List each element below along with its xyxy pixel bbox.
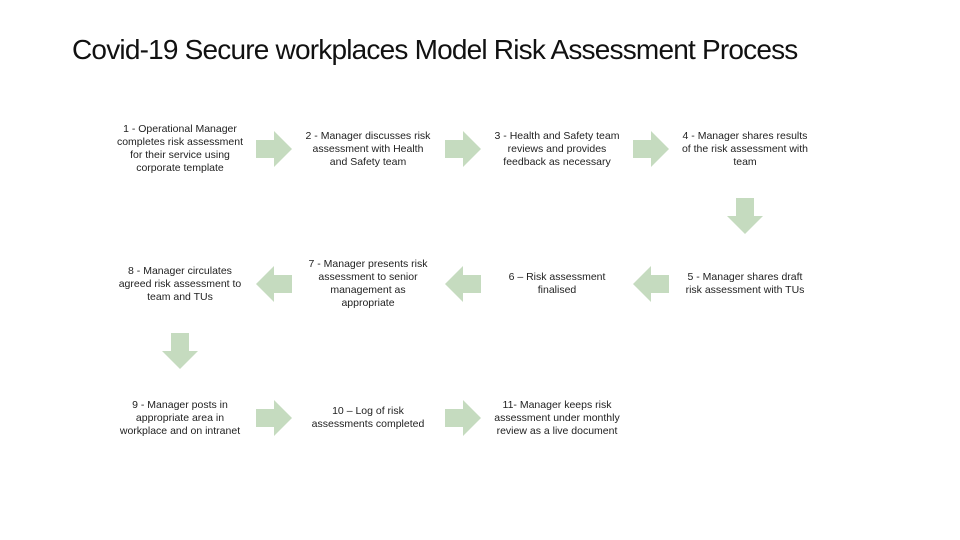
step-6: 6 – Risk assessment finalised: [508, 271, 606, 296]
step-7: 7 - Manager presents risk assessment to senior management as appropriate: [308, 258, 428, 309]
step-8: 8 - Manager circulates agreed risk assessment to team and TUs: [118, 264, 242, 303]
arrow-left-icon: [256, 266, 292, 302]
arrow-right-icon: [256, 131, 292, 167]
arrow-down-icon: [162, 333, 198, 369]
arrow-left-icon: [633, 266, 669, 302]
step-1: 1 - Operational Manager completes risk assessment for their service using corporate template: [116, 123, 244, 174]
step-3: 3 - Health and Safety team reviews and provides feedback as necessary: [494, 129, 620, 168]
step-5: 5 - Manager shares draft risk assessment with TUs: [685, 271, 805, 296]
arrow-right-icon: [633, 131, 669, 167]
arrow-right-icon: [256, 400, 292, 436]
step-9: 9 - Manager posts in appropriate area in workplace and on intranet: [119, 398, 241, 437]
step-4: 4 - Manager shares results of the risk assessment with team: [681, 129, 809, 168]
arrow-down-icon: [727, 198, 763, 234]
arrow-right-icon: [445, 400, 481, 436]
arrow-right-icon: [445, 131, 481, 167]
step-2: 2 - Manager discusses risk assessment with Health and Safety team: [305, 129, 431, 168]
arrow-left-icon: [445, 266, 481, 302]
step-11: 11- Manager keeps risk assessment under monthly review as a live document: [494, 398, 620, 437]
page-title: Covid-19 Secure workplaces Model Risk Assessment Process: [72, 34, 798, 65]
step-10: 10 – Log of risk assessments completed: [311, 405, 425, 430]
